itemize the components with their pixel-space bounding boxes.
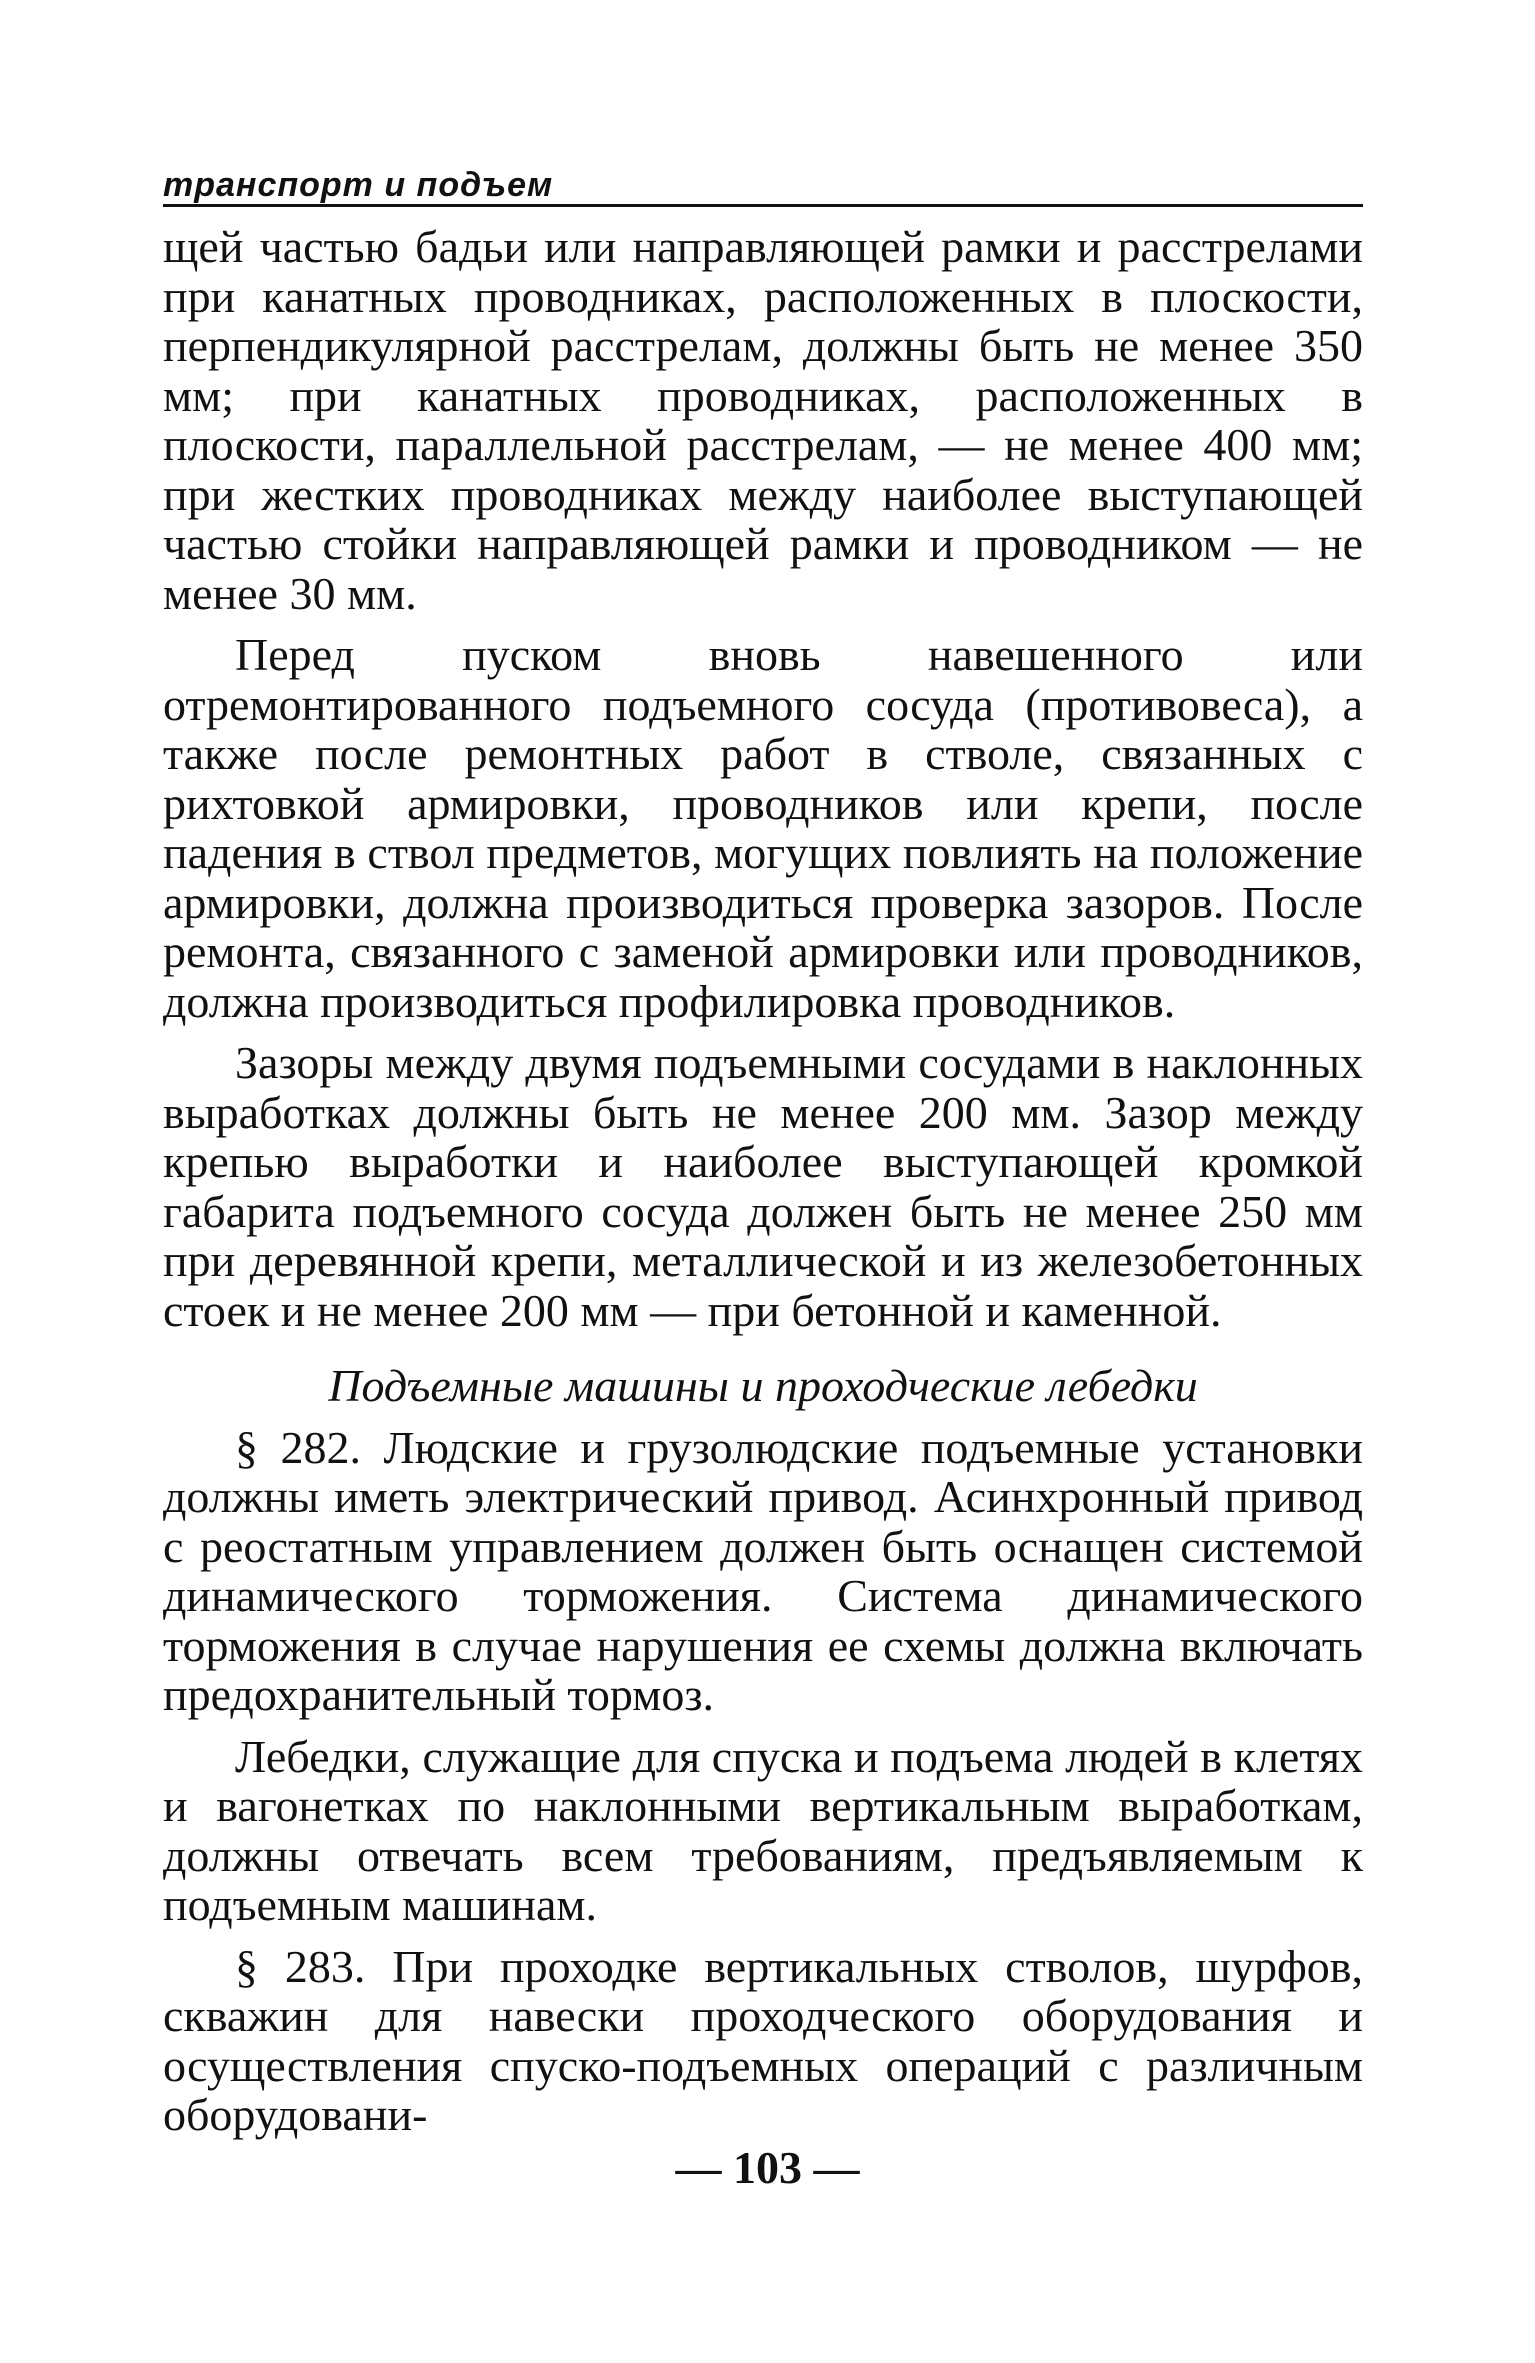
paragraph-6: § 283. При проходке вертикальных стволов, шурфов, скважин для навески проходческого оборудования и осуществления спуско-подъемных операций с различным оборудовани-: [163, 1940, 1363, 2140]
body-text: [163, 222, 1363, 2140]
page-number: — 103 —: [675, 2142, 860, 2193]
running-title: транспорт и подъем: [163, 166, 554, 204]
paragraph-1: щей частью бадьи или направляющей рамки и расстрелами при канатных проводниках, расположенных в плоскости, перпендикулярной расстрелам, должны быть не менее 350 мм; при канатных проводниках, расположенных в плоскости, параллельной расстрелам, — не менее 400 мм; при жестких проводниках между наиболее выступающей частью стойки направляющей рамки и проводником — не менее 30 мм.: [163, 221, 1363, 619]
running-header: [163, 152, 1363, 207]
paragraph-2: Перед пуском вновь навешенного или отремонтированного подъемного сосуда (противовеса), а также после ремонтных работ в стволе, связанных с рихтовкой армировки, проводников или крепи, после падения в ствол предметов, могущих повлиять на положение армировки, должна производиться проверка зазоров. После ремонта, связанного с заменой армировки или проводников, должна производиться профилировка проводников.: [163, 629, 1363, 1027]
paragraph-4: § 282. Людские и грузолюдские подъемные установки должны иметь электрический привод. Асинхронный привод с реостатным управлением должен быть оснащен системой динамического торможения. Система динамического торможения в случае нарушения ее схемы должна включать предохранительный тормоз.: [163, 1421, 1363, 1720]
paragraph-5: Лебедки, служащие для спуска и подъема людей в клетях и вагонетках по наклонными вертикальным выработкам, должны отвечать всем требованиям, предъявляемым к подъемным машинам.: [163, 1730, 1363, 1930]
section-heading: Подъемные машины и проходческие лебедки: [328, 1360, 1198, 1411]
paragraph-3: Зазоры между двумя подъемными сосудами в наклонных выработках должны быть не менее 200 мм. Зазор между крепью выработки и наиболее выступающей кромкой габарита подъемного сосуда должен быть не менее 250 мм при деревянной крепи, металлической и из железобетонных стоек и не менее 200 мм — при бетонной и каменной.: [163, 1037, 1363, 1336]
